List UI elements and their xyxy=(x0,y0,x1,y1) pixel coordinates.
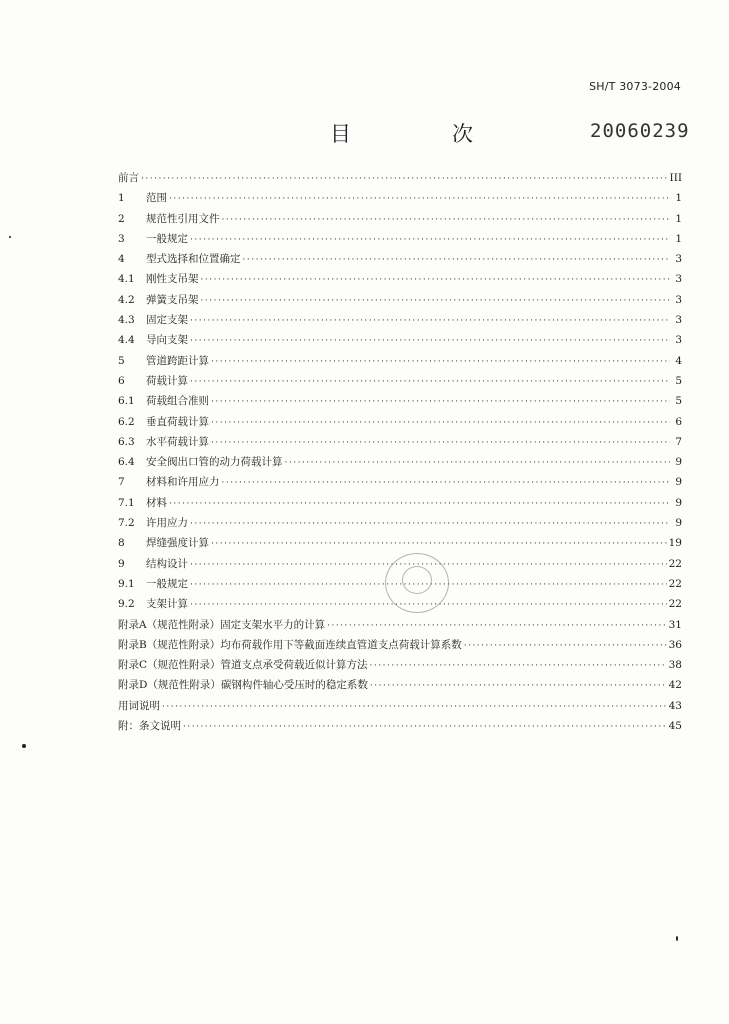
document-code: SH/T 3073-2004 xyxy=(589,80,681,93)
toc-entry-page: 3 xyxy=(675,273,682,286)
toc-entry-label: 刚性支吊架 xyxy=(146,273,199,286)
toc-leader-dots xyxy=(327,616,667,636)
toc-entry-number: 4.3 xyxy=(118,314,135,327)
toc-entry-number: 4.1 xyxy=(118,273,135,286)
toc-entry xyxy=(118,716,682,736)
table-of-contents xyxy=(118,168,682,736)
toc-entry-number: 6.4 xyxy=(118,456,135,469)
toc-entry-label: 范围 xyxy=(146,192,167,205)
toc-entry-page: 22 xyxy=(668,598,682,611)
toc-entry-label: 荷载组合准则 xyxy=(146,395,209,408)
toc-entry-label: 导向支架 xyxy=(146,334,188,347)
toc-entry-label: 弹簧支吊架 xyxy=(146,293,199,306)
toc-entry-page: 3 xyxy=(675,334,682,347)
toc-entry-page: 7 xyxy=(675,435,682,448)
toc-entry-label: 前言 xyxy=(118,172,139,184)
toc-entry xyxy=(118,452,682,472)
toc-entry-label: 附：条文说明 xyxy=(118,720,181,733)
toc-entry xyxy=(118,432,682,452)
toc-leader-dots xyxy=(464,636,667,656)
toc-entry-number: 4.4 xyxy=(118,334,135,347)
toc-leader-dots xyxy=(211,433,670,453)
toc-entry-label: 水平荷载计算 xyxy=(146,435,209,448)
toc-entry-page: 22 xyxy=(668,577,682,590)
toc-entry-page: 42 xyxy=(668,679,682,692)
toc-leader-dots xyxy=(211,392,670,412)
toc-leader-dots xyxy=(190,230,670,250)
toc-entry xyxy=(118,493,682,513)
toc-entry xyxy=(118,412,682,432)
toc-entry-page: 3 xyxy=(675,314,682,327)
toc-entry xyxy=(118,371,682,391)
toc-entry-label: 用词说明 xyxy=(118,699,160,712)
toc-entry-number: 9.2 xyxy=(118,598,135,611)
toc-entry xyxy=(118,351,682,371)
toc-leader-dots xyxy=(190,331,670,351)
toc-entry-number: 6.2 xyxy=(118,415,135,428)
toc-entry-label: 垂直荷载计算 xyxy=(146,415,209,428)
toc-entry-label: 固定支架 xyxy=(146,314,188,327)
toc-leader-dots xyxy=(211,352,670,372)
toc-entry xyxy=(118,310,682,330)
toc-entry xyxy=(118,615,682,635)
toc-entry xyxy=(118,249,682,269)
toc-entry xyxy=(118,209,682,229)
toc-entry-page: 9 xyxy=(675,496,682,509)
scan-speck xyxy=(22,744,26,748)
toc-leader-dots xyxy=(190,311,670,331)
toc-entry-label: 荷载计算 xyxy=(146,374,188,387)
toc-entry xyxy=(118,635,682,655)
toc-entry-label: 材料和许用应力 xyxy=(146,476,220,489)
toc-entry-label: 附录C（规范性附录）管道支点承受荷载近似计算方法 xyxy=(118,659,368,672)
toc-entry-label: 附录B（规范性附录）均布荷载作用下等截面连续直管道支点荷载计算系数 xyxy=(118,638,462,651)
toc-leader-dots xyxy=(201,270,671,290)
toc-leader-dots xyxy=(211,534,667,554)
toc-entry-page: 31 xyxy=(668,618,682,631)
toc-entry-label: 一般规定 xyxy=(146,232,188,245)
toc-entry xyxy=(118,168,682,188)
toc-entry-number: 6 xyxy=(118,374,125,387)
toc-entry-page: 4 xyxy=(675,354,682,367)
toc-entry-label: 材料 xyxy=(146,496,167,509)
toc-leader-dots xyxy=(183,717,667,737)
toc-entry-number: 7 xyxy=(118,476,125,489)
toc-entry-page: 38 xyxy=(668,659,682,672)
toc-entry-label: 型式选择和位置确定 xyxy=(146,253,241,266)
toc-entry-label: 一般规定 xyxy=(146,577,188,590)
toc-leader-dots xyxy=(370,656,667,676)
toc-entry-page: 1 xyxy=(675,192,682,205)
toc-entry xyxy=(118,290,682,310)
toc-entry xyxy=(118,513,682,533)
toc-entry-page: 9 xyxy=(675,456,682,469)
toc-entry xyxy=(118,269,682,289)
toc-entry-page: 9 xyxy=(675,517,682,530)
toc-entry-number: 2 xyxy=(118,212,125,225)
toc-entry-number: 7.2 xyxy=(118,517,135,530)
title-char-ci: 次 xyxy=(452,122,473,146)
toc-leader-dots xyxy=(211,413,670,433)
toc-entry xyxy=(118,229,682,249)
toc-entry xyxy=(118,391,682,411)
toc-entry-page: 45 xyxy=(668,720,682,733)
toc-entry-page: 43 xyxy=(668,699,682,712)
toc-entry-number: 6.1 xyxy=(118,395,135,408)
toc-entry-number: 9 xyxy=(118,557,125,570)
toc-entry-number: 4.2 xyxy=(118,293,135,306)
toc-entry-label: 管道跨距计算 xyxy=(146,354,209,367)
toc-entry-page: III xyxy=(669,172,682,184)
toc-entry-label: 附录A（规范性附录）固定支架水平力的计算 xyxy=(118,618,326,631)
toc-leader-dots xyxy=(169,189,670,209)
toc-leader-dots xyxy=(141,169,668,189)
toc-entry-page: 9 xyxy=(675,476,682,489)
toc-entry-page: 22 xyxy=(668,557,682,570)
toc-entry-page: 1 xyxy=(675,232,682,245)
toc-entry xyxy=(118,188,682,208)
toc-entry-label: 焊缝强度计算 xyxy=(146,537,209,550)
toc-leader-dots xyxy=(222,210,671,230)
toc-entry-number: 3 xyxy=(118,232,125,245)
toc-entry-page: 6 xyxy=(675,415,682,428)
toc-entry-number: 9.1 xyxy=(118,577,135,590)
toc-entry-page: 1 xyxy=(675,212,682,225)
toc-entry-number: 7.1 xyxy=(118,496,135,509)
toc-entry-number: 5 xyxy=(118,354,125,367)
toc-entry-label: 规范性引用文件 xyxy=(146,212,220,225)
toc-leader-dots xyxy=(162,697,667,717)
scan-speck xyxy=(676,936,678,941)
toc-entry-label: 支架计算 xyxy=(146,598,188,611)
toc-entry xyxy=(118,696,682,716)
toc-leader-dots xyxy=(190,514,670,534)
toc-leader-dots xyxy=(222,473,671,493)
toc-entry xyxy=(118,675,682,695)
toc-leader-dots xyxy=(190,372,670,392)
toc-entry-label: 安全阀出口管的动力荷载计算 xyxy=(146,456,283,469)
toc-entry xyxy=(118,472,682,492)
toc-entry-number: 4 xyxy=(118,253,125,266)
toc-entry-label: 许用应力 xyxy=(146,517,188,530)
toc-entry-page: 3 xyxy=(675,253,682,266)
toc-entry-page: 36 xyxy=(668,638,682,651)
toc-entry-number: 8 xyxy=(118,537,125,550)
seal-stamp-icon xyxy=(385,553,449,613)
toc-leader-dots xyxy=(169,494,670,514)
toc-entry-page: 5 xyxy=(675,395,682,408)
toc-entry xyxy=(118,533,682,553)
toc-entry-number: 1 xyxy=(118,192,125,205)
toc-entry xyxy=(118,330,682,350)
toc-entry-page: 3 xyxy=(675,293,682,306)
toc-leader-dots xyxy=(201,291,671,311)
stamp-number: 20060239 xyxy=(590,120,690,142)
toc-entry-page: 5 xyxy=(675,374,682,387)
toc-leader-dots xyxy=(243,250,671,270)
toc-leader-dots xyxy=(370,676,667,696)
toc-entry-page: 19 xyxy=(668,537,682,550)
toc-entry-label: 结构设计 xyxy=(146,557,188,570)
toc-entry-label: 附录D（规范性附录）碳钢构件轴心受压时的稳定系数 xyxy=(118,679,368,692)
title-char-mu: 目 xyxy=(330,122,351,146)
toc-entry-number: 6.3 xyxy=(118,435,135,448)
toc-leader-dots xyxy=(285,453,671,473)
toc-entry xyxy=(118,655,682,675)
scan-speck xyxy=(9,236,11,238)
